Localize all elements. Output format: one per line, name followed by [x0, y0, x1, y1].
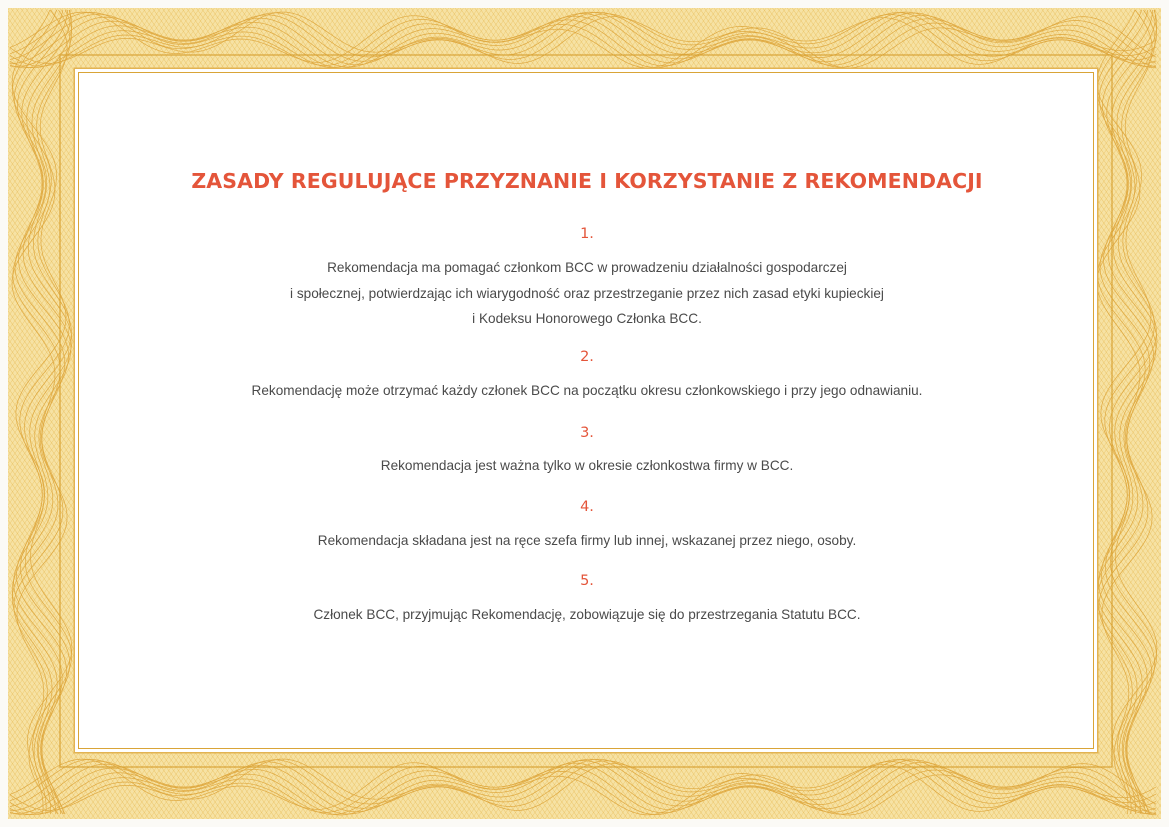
rule-1-number: 1.: [580, 226, 594, 242]
rule-2-text: [79, 378, 1095, 404]
rule-1-text: [79, 255, 1095, 332]
rule-4-line-1: Rekomendacja składana jest na ręce szefa firmy lub innej, wskazanej przez niego, osoby.: [317, 533, 857, 548]
rule-2-line-1: Rekomendację może otrzymać każdy członek BCC na początku okresu członkowskiego i przy jego odnawianiu.: [251, 383, 923, 398]
rule-1-line-2: i społecznej, potwierdzając ich wiarygodność oraz przestrzeganie przez nich zasad etyki kupieckiej: [290, 285, 884, 301]
content-panel: [78, 72, 1094, 749]
rule-3-line-1: Rekomendacja jest ważna tylko w okresie członkostwa firmy w BCC.: [380, 458, 794, 473]
rule-2-number: 2.: [580, 349, 594, 365]
rule-3-text: [79, 453, 1095, 479]
rule-5-number: 5.: [580, 573, 594, 589]
rule-1-line-1: Rekomendacja ma pomagać członkom BCC w prowadzeniu działalności gospodarczej: [327, 260, 847, 275]
rule-1-line-3: i Kodeksu Honorowego Członka BCC.: [472, 311, 702, 326]
rule-3-number: 3.: [580, 425, 594, 441]
rule-4-text: [79, 528, 1095, 554]
rule-4-number: 4.: [580, 499, 594, 515]
rule-5-line-1: Członek BCC, przyjmując Rekomendację, zobowiązuje się do przestrzegania Statutu BCC.: [313, 607, 861, 622]
rule-5-text: [79, 602, 1095, 628]
document-title: ZASADY REGULUJĄCE PRZYZNANIE I KORZYSTANIE Z REKOMENDACJI: [191, 169, 983, 193]
